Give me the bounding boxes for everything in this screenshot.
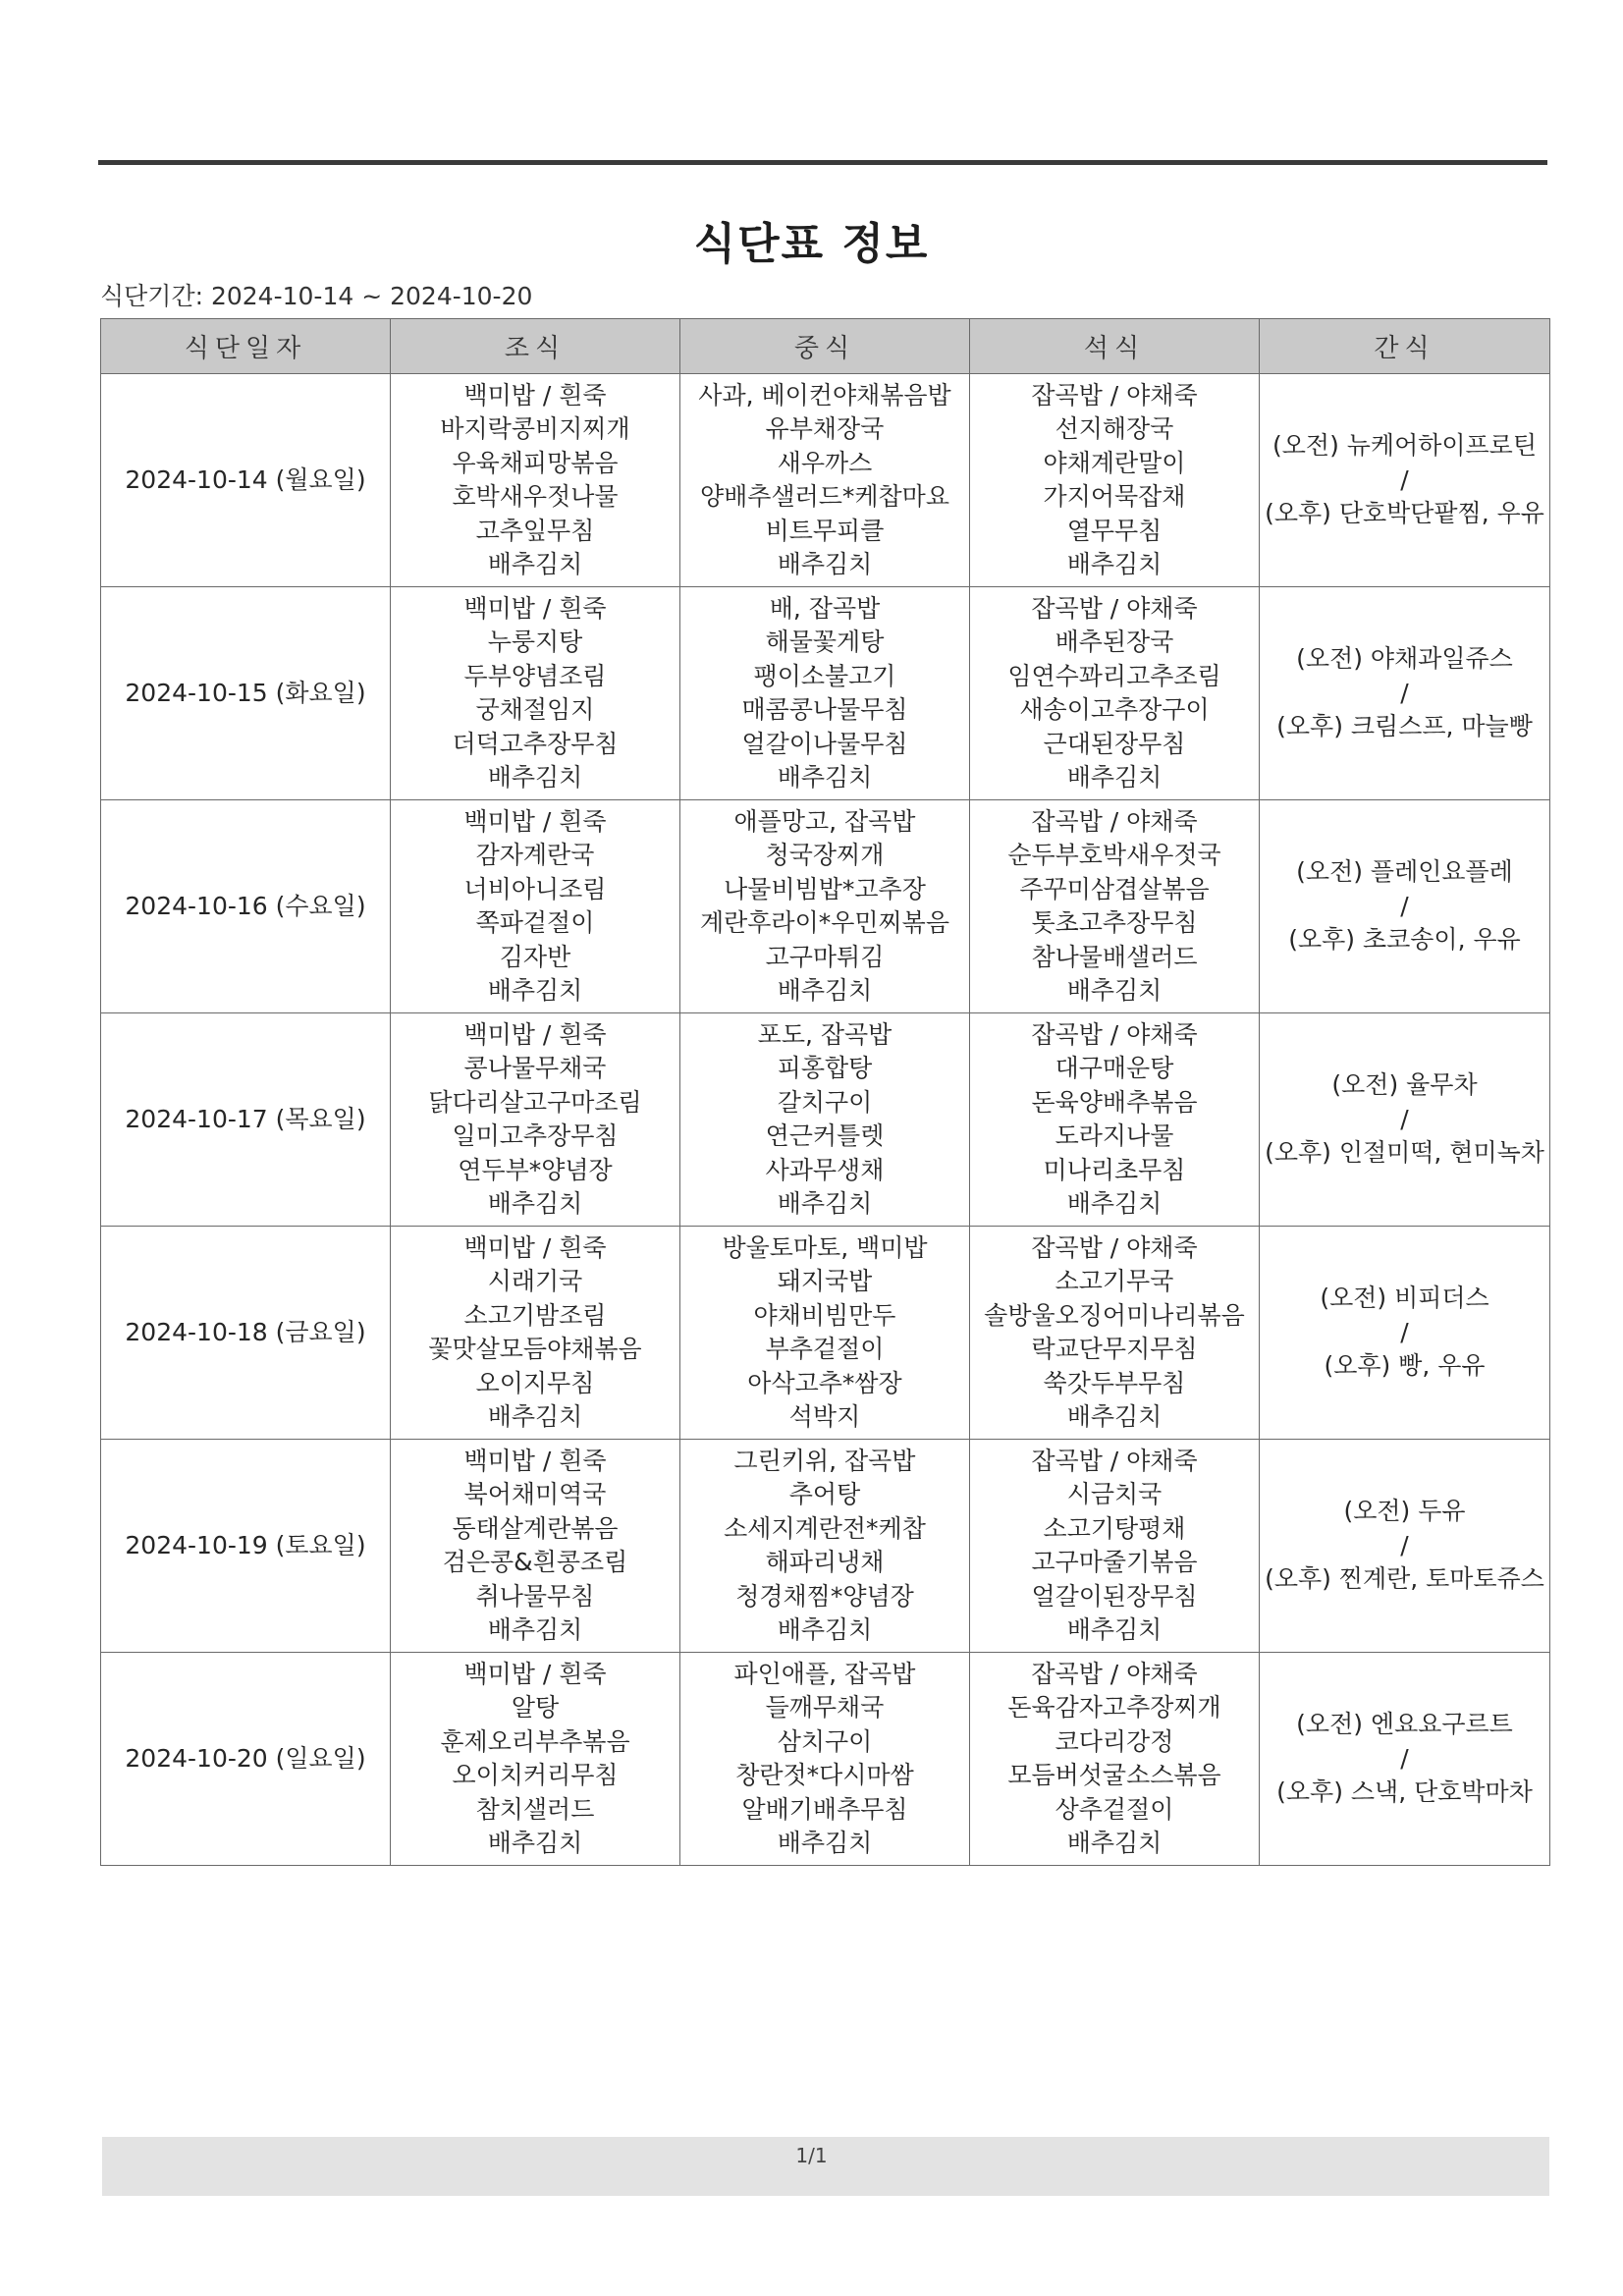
menu-item: 배추김치 bbox=[1066, 1402, 1163, 1431]
menu-item: 배추김치 bbox=[487, 550, 583, 578]
menu-item: 취나물무침 bbox=[475, 1581, 595, 1611]
menu-item: 훈제오리부추볶음 bbox=[440, 1726, 630, 1756]
menu-item: 근대된장무침 bbox=[1043, 729, 1186, 758]
menu-item: 석박지 bbox=[788, 1402, 861, 1431]
dinner-cell bbox=[970, 1013, 1260, 1227]
lunch-cell bbox=[680, 374, 970, 587]
menu-item: 북어채미역국 bbox=[463, 1480, 607, 1508]
menu-item: 콩나물무채국 bbox=[463, 1054, 607, 1082]
menu-item: 배추된장국 bbox=[1055, 628, 1174, 656]
snack-line: / bbox=[1400, 891, 1409, 920]
menu-item: 소세지계란전*케찹 bbox=[724, 1513, 926, 1543]
menu-item: 백미밥 / 흰죽 bbox=[463, 1019, 607, 1049]
menu-item: 미나리초무침 bbox=[1043, 1155, 1186, 1184]
menu-item: 야채비빔만두 bbox=[753, 1300, 896, 1330]
header-breakfast: 조식 bbox=[391, 319, 680, 374]
menu-item: 배추김치 bbox=[777, 1829, 873, 1857]
menu-item: 선지해장국 bbox=[1055, 414, 1174, 443]
page-number: 1/1 bbox=[795, 2144, 828, 2167]
menu-item: 방울토마토, 백미밥 bbox=[722, 1232, 928, 1262]
menu-item: 애플망고, 잡곡밥 bbox=[733, 806, 916, 836]
snack-line: (오후) 초코송이, 우유 bbox=[1288, 925, 1521, 955]
menu-item: 오이지무침 bbox=[475, 1368, 595, 1397]
menu-period: 식단기간: 2024-10-14 ~ 2024-10-20 bbox=[100, 282, 533, 310]
menu-item: 소고기탕평채 bbox=[1043, 1513, 1186, 1543]
snack-cell bbox=[1260, 800, 1550, 1013]
date-cell: 2024-10-19 (토요일) bbox=[101, 1440, 391, 1653]
menu-item: 대구매운탕 bbox=[1055, 1054, 1174, 1082]
menu-item: 솔방울오징어미나리볶음 bbox=[984, 1300, 1245, 1330]
header-dinner: 석식 bbox=[970, 319, 1260, 374]
lunch-cell bbox=[680, 1227, 970, 1440]
menu-item: 얼갈이나물무침 bbox=[741, 729, 908, 758]
menu-item: 배추김치 bbox=[1066, 1615, 1163, 1644]
snack-line: (오전) 율무차 bbox=[1331, 1070, 1478, 1100]
snack-line: (오전) 뉴케어하이프로틴 bbox=[1272, 431, 1537, 461]
menu-item: 매콤콩나물무침 bbox=[741, 695, 908, 724]
menu-item: 상추겉절이 bbox=[1055, 1794, 1174, 1824]
date-cell: 2024-10-18 (금요일) bbox=[101, 1227, 391, 1440]
dinner-cell bbox=[970, 587, 1260, 800]
menu-item: 쑥갓두부무침 bbox=[1043, 1368, 1186, 1397]
snack-line: / bbox=[1400, 1530, 1409, 1559]
snack-line: (오전) 두유 bbox=[1343, 1497, 1466, 1526]
menu-item: 잡곡밥 / 야채죽 bbox=[1031, 1659, 1198, 1688]
snack-line: / bbox=[1400, 678, 1409, 707]
menu-item: 들깨무채국 bbox=[765, 1693, 885, 1722]
dinner-cell bbox=[970, 800, 1260, 1013]
menu-item: 배, 잡곡밥 bbox=[769, 593, 881, 623]
menu-item: 코다리강정 bbox=[1055, 1726, 1174, 1756]
menu-item: 유부채장국 bbox=[765, 414, 885, 443]
lunch-cell bbox=[680, 800, 970, 1013]
menu-item: 열무무침 bbox=[1066, 516, 1163, 545]
snack-cell bbox=[1260, 587, 1550, 800]
meal-table bbox=[100, 318, 1550, 1866]
breakfast-cell bbox=[391, 800, 680, 1013]
top-divider bbox=[98, 160, 1547, 165]
menu-item: 갈치구이 bbox=[777, 1087, 873, 1117]
table-row bbox=[101, 800, 1550, 1013]
menu-item: 잡곡밥 / 야채죽 bbox=[1031, 593, 1198, 623]
menu-item: 시금치국 bbox=[1066, 1480, 1163, 1508]
menu-item: 배추김치 bbox=[487, 1402, 583, 1431]
snack-cell bbox=[1260, 1013, 1550, 1227]
menu-item: 부추겉절이 bbox=[765, 1335, 885, 1363]
breakfast-cell bbox=[391, 374, 680, 587]
table-row bbox=[101, 374, 1550, 587]
menu-item: 동태살계란볶음 bbox=[452, 1513, 619, 1543]
menu-item: 배추김치 bbox=[487, 1189, 583, 1218]
menu-item: 배추김치 bbox=[777, 976, 873, 1005]
menu-item: 돼지국밥 bbox=[777, 1267, 873, 1295]
menu-item: 아삭고추*쌈장 bbox=[747, 1368, 902, 1397]
menu-item: 백미밥 / 흰죽 bbox=[463, 1232, 607, 1262]
snack-cell bbox=[1260, 1440, 1550, 1653]
lunch-cell bbox=[680, 1653, 970, 1866]
table-row bbox=[101, 1440, 1550, 1653]
menu-item: 삼치구이 bbox=[777, 1726, 873, 1756]
menu-item: 알탕 bbox=[511, 1693, 560, 1722]
menu-item: 백미밥 / 흰죽 bbox=[463, 380, 607, 410]
snack-line: (오전) 비피더스 bbox=[1320, 1284, 1489, 1313]
menu-item: 닭다리살고구마조림 bbox=[428, 1087, 642, 1117]
menu-item: 포도, 잡곡밥 bbox=[757, 1019, 893, 1049]
menu-item: 배추김치 bbox=[487, 1829, 583, 1857]
menu-item: 청국장찌개 bbox=[765, 841, 885, 869]
dinner-cell bbox=[970, 1227, 1260, 1440]
dinner-cell bbox=[970, 374, 1260, 587]
menu-item: 시래기국 bbox=[487, 1267, 583, 1295]
header-lunch: 중식 bbox=[680, 319, 970, 374]
menu-item: 고구마튀김 bbox=[765, 942, 885, 971]
menu-item: 배추김치 bbox=[487, 763, 583, 792]
menu-item: 잡곡밥 / 야채죽 bbox=[1031, 1232, 1198, 1262]
menu-item: 창란젓*다시마쌈 bbox=[735, 1761, 914, 1789]
menu-item: 궁채절임지 bbox=[475, 695, 595, 724]
menu-item: 배추김치 bbox=[1066, 1189, 1163, 1218]
menu-item: 감자계란국 bbox=[475, 841, 595, 869]
menu-item: 오이치커리무침 bbox=[452, 1761, 619, 1789]
breakfast-cell bbox=[391, 1440, 680, 1653]
menu-item: 추어탕 bbox=[788, 1480, 861, 1508]
menu-item: 누룽지탕 bbox=[487, 628, 583, 656]
menu-item: 꽃맛살모듬야채볶음 bbox=[428, 1335, 642, 1363]
snack-line: (오전) 야채과일쥬스 bbox=[1296, 644, 1513, 674]
menu-item: 새우까스 bbox=[777, 448, 873, 477]
lunch-cell bbox=[680, 587, 970, 800]
header-snack: 간식 bbox=[1260, 319, 1550, 374]
breakfast-cell bbox=[391, 1013, 680, 1227]
menu-item: 양배추샐러드*케찹마요 bbox=[699, 482, 949, 511]
menu-item: 잡곡밥 / 야채죽 bbox=[1031, 1019, 1198, 1049]
table-row bbox=[101, 587, 1550, 800]
menu-item: 두부양념조림 bbox=[463, 661, 607, 690]
menu-item: 백미밥 / 흰죽 bbox=[463, 806, 607, 836]
table-row bbox=[101, 1653, 1550, 1866]
menu-item: 해파리냉채 bbox=[765, 1548, 885, 1576]
snack-line: / bbox=[1400, 1317, 1409, 1346]
menu-item: 얼갈이된장무침 bbox=[1031, 1581, 1198, 1611]
breakfast-cell bbox=[391, 587, 680, 800]
snack-line: (오후) 찐계란, 토마토쥬스 bbox=[1265, 1564, 1544, 1594]
menu-item: 참치샐러드 bbox=[475, 1794, 595, 1824]
table-row bbox=[101, 1013, 1550, 1227]
menu-item: 주꾸미삼겹살볶음 bbox=[1019, 874, 1210, 903]
menu-item: 임연수꽈리고추조림 bbox=[1007, 661, 1221, 690]
menu-item: 배추김치 bbox=[1066, 976, 1163, 1005]
date-cell: 2024-10-16 (수요일) bbox=[101, 800, 391, 1013]
header-date: 식단일자 bbox=[101, 319, 391, 374]
dinner-cell bbox=[970, 1440, 1260, 1653]
snack-line: (오후) 단호박단팥찜, 우유 bbox=[1265, 499, 1544, 528]
date-cell: 2024-10-15 (화요일) bbox=[101, 587, 391, 800]
menu-item: 피홍합탕 bbox=[777, 1054, 873, 1082]
menu-item: 연근커틀렛 bbox=[765, 1121, 885, 1150]
snack-cell bbox=[1260, 1653, 1550, 1866]
page-title: 식단표 정보 bbox=[693, 219, 930, 269]
menu-item: 순두부호박새우젓국 bbox=[1007, 841, 1221, 869]
menu-item: 모듬버섯굴소스볶음 bbox=[1007, 1761, 1221, 1789]
dinner-cell bbox=[970, 1653, 1260, 1866]
snack-line: (오후) 크림스프, 마늘빵 bbox=[1276, 712, 1533, 741]
snack-line: (오후) 인절미떡, 현미녹차 bbox=[1265, 1138, 1544, 1168]
menu-item: 계란후라이*우민찌볶음 bbox=[699, 908, 949, 937]
breakfast-cell bbox=[391, 1227, 680, 1440]
menu-item: 사과무생채 bbox=[765, 1155, 885, 1184]
menu-item: 백미밥 / 흰죽 bbox=[463, 1659, 607, 1688]
menu-item: 배추김치 bbox=[777, 763, 873, 792]
menu-item: 배추김치 bbox=[487, 976, 583, 1005]
menu-item: 일미고추장무침 bbox=[452, 1121, 619, 1150]
menu-item: 도라지나물 bbox=[1055, 1121, 1174, 1150]
menu-item: 비트무피클 bbox=[765, 516, 885, 545]
date-cell: 2024-10-14 (월요일) bbox=[101, 374, 391, 587]
menu-item: 나물비빔밥*고추장 bbox=[724, 874, 926, 903]
menu-item: 소고기밤조림 bbox=[463, 1300, 607, 1330]
menu-item: 새송이고추장구이 bbox=[1019, 695, 1210, 724]
date-cell: 2024-10-20 (일요일) bbox=[101, 1653, 391, 1866]
menu-item: 너비아니조림 bbox=[463, 874, 607, 903]
snack-cell bbox=[1260, 374, 1550, 587]
menu-item: 배추김치 bbox=[777, 550, 873, 578]
lunch-cell bbox=[680, 1440, 970, 1653]
menu-item: 청경채찜*양념장 bbox=[735, 1581, 914, 1611]
breakfast-cell bbox=[391, 1653, 680, 1866]
menu-item: 해물꽃게탕 bbox=[765, 628, 885, 656]
menu-item: 배추김치 bbox=[777, 1615, 873, 1644]
menu-item: 잡곡밥 / 야채죽 bbox=[1031, 806, 1198, 836]
menu-item: 락교단무지무침 bbox=[1031, 1335, 1198, 1363]
menu-item: 톳초고추장무침 bbox=[1031, 908, 1198, 937]
snack-line: / bbox=[1400, 1743, 1409, 1773]
menu-item: 팽이소불고기 bbox=[753, 661, 896, 690]
menu-item: 그린키위, 잡곡밥 bbox=[733, 1446, 916, 1475]
snack-line: (오전) 엔요요구르트 bbox=[1296, 1710, 1513, 1739]
menu-item: 참나물배샐러드 bbox=[1031, 942, 1198, 971]
snack-line: (오후) 빵, 우유 bbox=[1324, 1351, 1486, 1381]
menu-item: 백미밥 / 흰죽 bbox=[463, 1446, 607, 1475]
menu-item: 가지어묵잡채 bbox=[1043, 482, 1186, 511]
menu-item: 바지락콩비지찌개 bbox=[440, 414, 630, 443]
menu-item: 돈육감자고추장찌개 bbox=[1007, 1693, 1221, 1722]
menu-item: 백미밥 / 흰죽 bbox=[463, 593, 607, 623]
menu-item: 연두부*양념장 bbox=[458, 1155, 613, 1184]
menu-item: 사과, 베이컨야채볶음밥 bbox=[698, 380, 951, 410]
menu-item: 김자반 bbox=[499, 942, 571, 971]
date-cell: 2024-10-17 (목요일) bbox=[101, 1013, 391, 1227]
menu-item: 야채계란말이 bbox=[1043, 448, 1186, 477]
menu-item: 더덕고추장무침 bbox=[452, 729, 619, 758]
table-row bbox=[101, 1227, 1550, 1440]
menu-item: 고구마줄기볶음 bbox=[1031, 1548, 1198, 1576]
snack-line: / bbox=[1400, 465, 1409, 494]
menu-item: 배추김치 bbox=[487, 1615, 583, 1644]
table-body bbox=[101, 374, 1550, 1866]
menu-item: 파인애플, 잡곡밥 bbox=[733, 1659, 916, 1688]
menu-item: 잡곡밥 / 야채죽 bbox=[1031, 380, 1198, 410]
menu-item: 잡곡밥 / 야채죽 bbox=[1031, 1446, 1198, 1475]
menu-item: 소고기무국 bbox=[1055, 1267, 1174, 1295]
menu-item: 배추김치 bbox=[1066, 1829, 1163, 1857]
snack-line: / bbox=[1400, 1104, 1409, 1133]
snack-line: (오전) 플레인요플레 bbox=[1296, 857, 1513, 887]
menu-item: 쪽파겉절이 bbox=[475, 908, 595, 937]
menu-item: 고추잎무침 bbox=[475, 516, 595, 545]
lunch-cell bbox=[680, 1013, 970, 1227]
menu-item: 검은콩&흰콩조림 bbox=[442, 1548, 628, 1576]
menu-item: 배추김치 bbox=[1066, 550, 1163, 578]
menu-item: 돈육양배추볶음 bbox=[1031, 1087, 1198, 1117]
snack-cell bbox=[1260, 1227, 1550, 1440]
menu-item: 배추김치 bbox=[777, 1189, 873, 1218]
menu-item: 배추김치 bbox=[1066, 763, 1163, 792]
menu-item: 우육채피망볶음 bbox=[452, 448, 619, 477]
table-header-row bbox=[101, 319, 1550, 374]
menu-item: 호박새우젓나물 bbox=[452, 482, 619, 511]
menu-item: 알배기배추무침 bbox=[741, 1794, 908, 1824]
snack-line: (오후) 스낵, 단호박마차 bbox=[1276, 1777, 1533, 1807]
